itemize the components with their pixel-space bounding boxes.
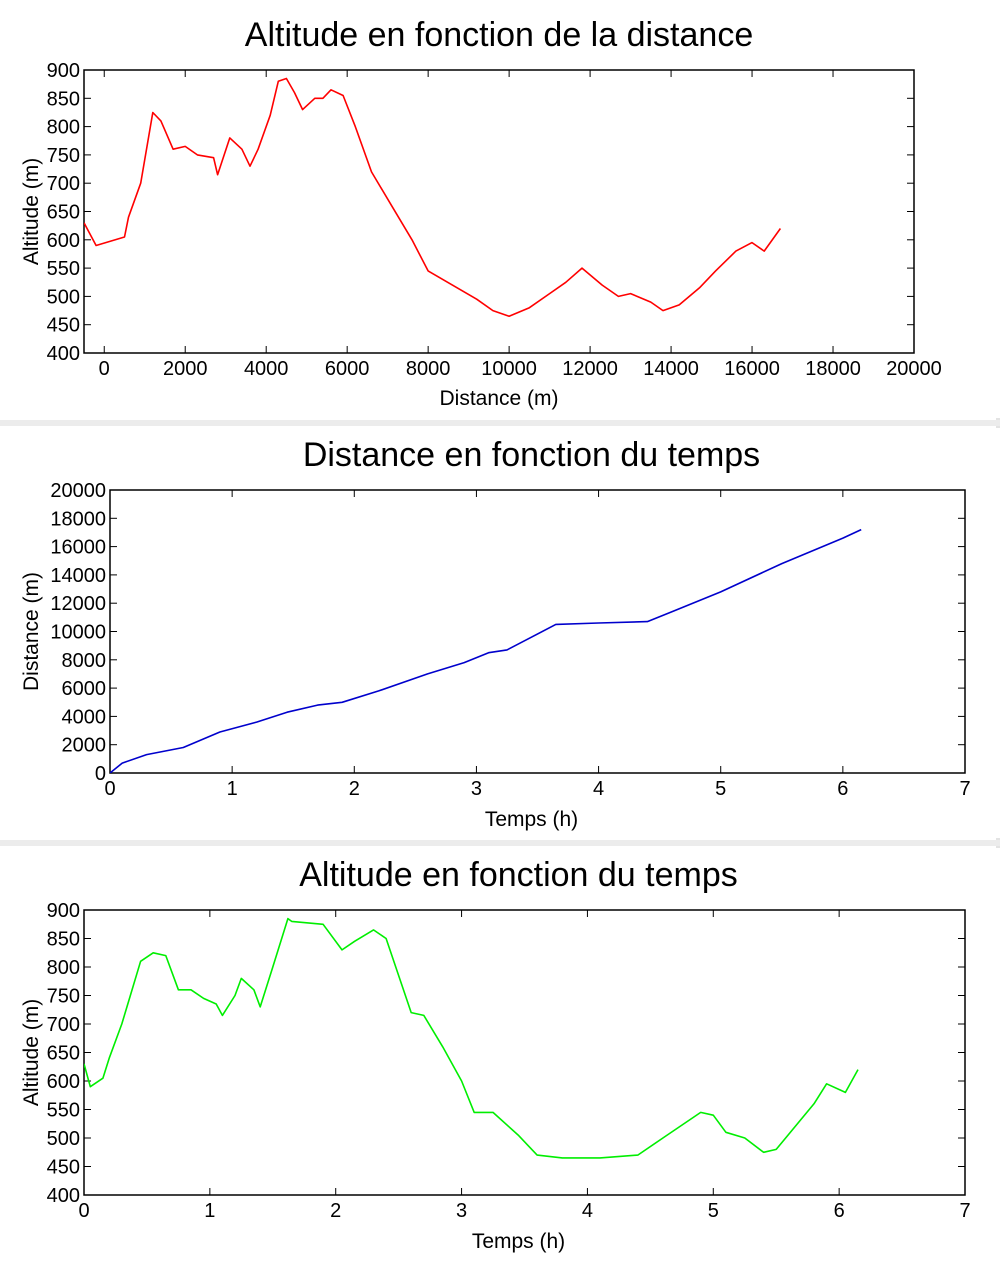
chart-title: Distance en fonction du temps xyxy=(302,436,761,474)
x-tick-label: 2 xyxy=(330,1200,342,1222)
x-tick-label: 7 xyxy=(959,778,971,800)
y-axis-label: Altitude (m) xyxy=(20,998,43,1107)
x-tick-label: 14000 xyxy=(643,358,699,380)
x-tick-label: 6000 xyxy=(324,358,370,380)
y-tick-label: 6000 xyxy=(61,678,106,701)
y-tick-label: 850 xyxy=(46,88,80,111)
y-tick-label: 650 xyxy=(46,201,80,224)
x-axis-label: Temps (h) xyxy=(484,808,579,831)
y-tick-label: 400 xyxy=(46,1185,80,1207)
x-tick-label: 4 xyxy=(581,1200,593,1222)
y-tick-label: 20000 xyxy=(50,480,106,502)
y-tick-label: 650 xyxy=(46,1042,80,1065)
y-tick-label: 900 xyxy=(46,60,80,82)
y-tick-label: 900 xyxy=(46,900,80,922)
x-axis-label: Temps (h) xyxy=(471,1230,566,1253)
x-tick-label: 10000 xyxy=(481,358,537,380)
x-tick-label: 6 xyxy=(837,778,849,800)
y-tick-label: 16000 xyxy=(50,536,106,559)
y-tick-label: 800 xyxy=(46,957,80,979)
y-tick-label: 14000 xyxy=(50,564,106,587)
x-tick-label: 12000 xyxy=(562,358,618,380)
x-tick-label: 1 xyxy=(204,1200,216,1222)
y-tick-label: 600 xyxy=(46,229,80,252)
chart-panel-distance-time xyxy=(0,428,1000,838)
y-tick-label: 700 xyxy=(46,173,80,196)
y-tick-label: 600 xyxy=(46,1071,80,1093)
x-tick-label: 3 xyxy=(456,1200,468,1222)
x-tick-label: 5 xyxy=(715,778,727,800)
y-tick-label: 550 xyxy=(46,258,80,281)
chart-altitude-distance xyxy=(0,0,1000,418)
x-tick-label: 20000 xyxy=(886,358,942,380)
y-tick-label: 500 xyxy=(46,286,80,309)
y-tick-label: 700 xyxy=(46,1014,80,1036)
x-tick-label: 5 xyxy=(707,1200,719,1222)
x-tick-label: 18000 xyxy=(805,358,861,380)
y-tick-label: 2000 xyxy=(61,734,106,757)
y-tick-label: 4000 xyxy=(61,706,106,729)
x-tick-label: 4 xyxy=(593,778,605,800)
y-axis-label: Altitude (m) xyxy=(20,157,43,266)
y-tick-label: 400 xyxy=(46,343,80,365)
y-tick-label: 750 xyxy=(46,985,80,1008)
chart-panel-altitude-distance xyxy=(0,0,1000,418)
y-tick-label: 800 xyxy=(46,116,80,139)
y-tick-label: 8000 xyxy=(61,649,106,672)
plot-area xyxy=(110,490,965,773)
y-tick-label: 12000 xyxy=(50,593,106,616)
x-tick-label: 4000 xyxy=(243,358,289,380)
x-tick-label: 16000 xyxy=(724,358,780,380)
x-tick-label: 7 xyxy=(959,1200,971,1222)
y-tick-label: 450 xyxy=(46,314,80,337)
chart-altitude-time xyxy=(0,848,1000,1261)
x-tick-label: 2 xyxy=(348,778,360,800)
x-tick-label: 3 xyxy=(470,778,482,800)
x-tick-label: 8000 xyxy=(405,358,451,380)
chart-distance-time xyxy=(0,428,1000,838)
x-tick-label: 0 xyxy=(98,358,110,380)
chart-title: Altitude en fonction de la distance xyxy=(244,16,754,54)
plot-area xyxy=(84,70,914,353)
y-tick-label: 18000 xyxy=(50,508,106,531)
y-axis-label: Distance (m) xyxy=(20,571,43,692)
x-tick-label: 1 xyxy=(226,778,238,800)
y-tick-label: 0 xyxy=(94,763,106,785)
panel-separator xyxy=(0,420,1000,426)
chart-title: Altitude en fonction du temps xyxy=(299,856,738,894)
x-axis-label: Distance (m) xyxy=(439,387,559,410)
plot-area xyxy=(84,910,965,1195)
panel-separator xyxy=(0,840,1000,846)
chart-panel-altitude-time xyxy=(0,848,1000,1261)
y-tick-label: 500 xyxy=(46,1128,80,1150)
x-tick-label: 6 xyxy=(833,1200,845,1222)
y-tick-label: 850 xyxy=(46,928,80,951)
y-tick-label: 450 xyxy=(46,1156,80,1179)
y-tick-label: 550 xyxy=(46,1099,80,1122)
x-tick-label: 0 xyxy=(104,778,116,800)
x-tick-label: 0 xyxy=(78,1200,90,1222)
y-tick-label: 750 xyxy=(46,144,80,167)
y-tick-label: 10000 xyxy=(50,621,106,644)
x-tick-label: 2000 xyxy=(162,358,208,380)
